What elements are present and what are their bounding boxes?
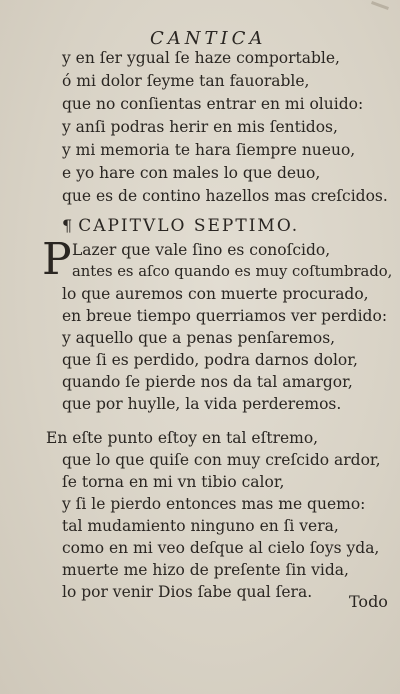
verse-line: ó mi dolor ſeyme tan fauorable,	[62, 72, 310, 90]
verse-line: Lazer que vale ſino es conoſcido,	[72, 241, 331, 259]
verse-line: tal mudamiento ninguno en ſi vera,	[62, 517, 339, 535]
verse-line: y ſi le pierdo entonces mas me quemo:	[62, 495, 366, 513]
page-edge-mark	[371, 1, 389, 10]
chapter-title: CAPITVLO SEPTIMO.	[78, 216, 300, 236]
verse-line: que ſi es perdido, podra darnos dolor,	[62, 351, 358, 369]
pilcrow-mark: ¶	[62, 216, 75, 235]
verse-line: y mi memoria te hara ſiempre nueuo,	[62, 141, 356, 159]
verse-line: que es de contino hazellos mas creſcidos.	[62, 187, 388, 205]
verse-line: que no conſientas entrar en mi oluido:	[62, 95, 364, 113]
verse-line: En eſte punto eſtoy en tal eſtremo,	[46, 429, 319, 447]
verse-line: que por huylle, la vida perderemos.	[62, 395, 342, 413]
verse-line: lo por venir Dios ſabe qual ſera.	[62, 583, 313, 601]
verse-line: muerte me hizo de preſente ſin vida,	[62, 561, 349, 579]
verse-line: y anſi podras herir en mis ſentidos,	[62, 118, 338, 136]
verse-line: en breue tiempo querriamos ver perdido:	[62, 307, 388, 325]
verse-line: y en ſer ygual ſe haze comportable,	[62, 49, 340, 67]
verse-line: ſe torna en mi vn tibio calor,	[62, 473, 285, 491]
verse-line: que lo que quiſe con muy creſcido ardor,	[62, 451, 381, 469]
verse-line: como en mi veo deſque al cielo ſoys yda,	[62, 539, 380, 557]
running-header: CANTICA	[150, 28, 267, 49]
catchword: Todo	[349, 592, 388, 611]
verse-line: quando ſe pierde nos da tal amargor,	[62, 373, 353, 391]
verse-line: antes es aſco quando es muy coſtumbrado,	[72, 263, 393, 280]
drop-cap: P	[42, 234, 72, 285]
chapter-heading	[62, 216, 299, 236]
verse-line: lo que auremos con muerte procurado,	[62, 285, 369, 303]
verse-line: e yo hare con males lo que deuo,	[62, 164, 321, 182]
verse-line: y aquello que a penas penſaremos,	[62, 329, 336, 347]
